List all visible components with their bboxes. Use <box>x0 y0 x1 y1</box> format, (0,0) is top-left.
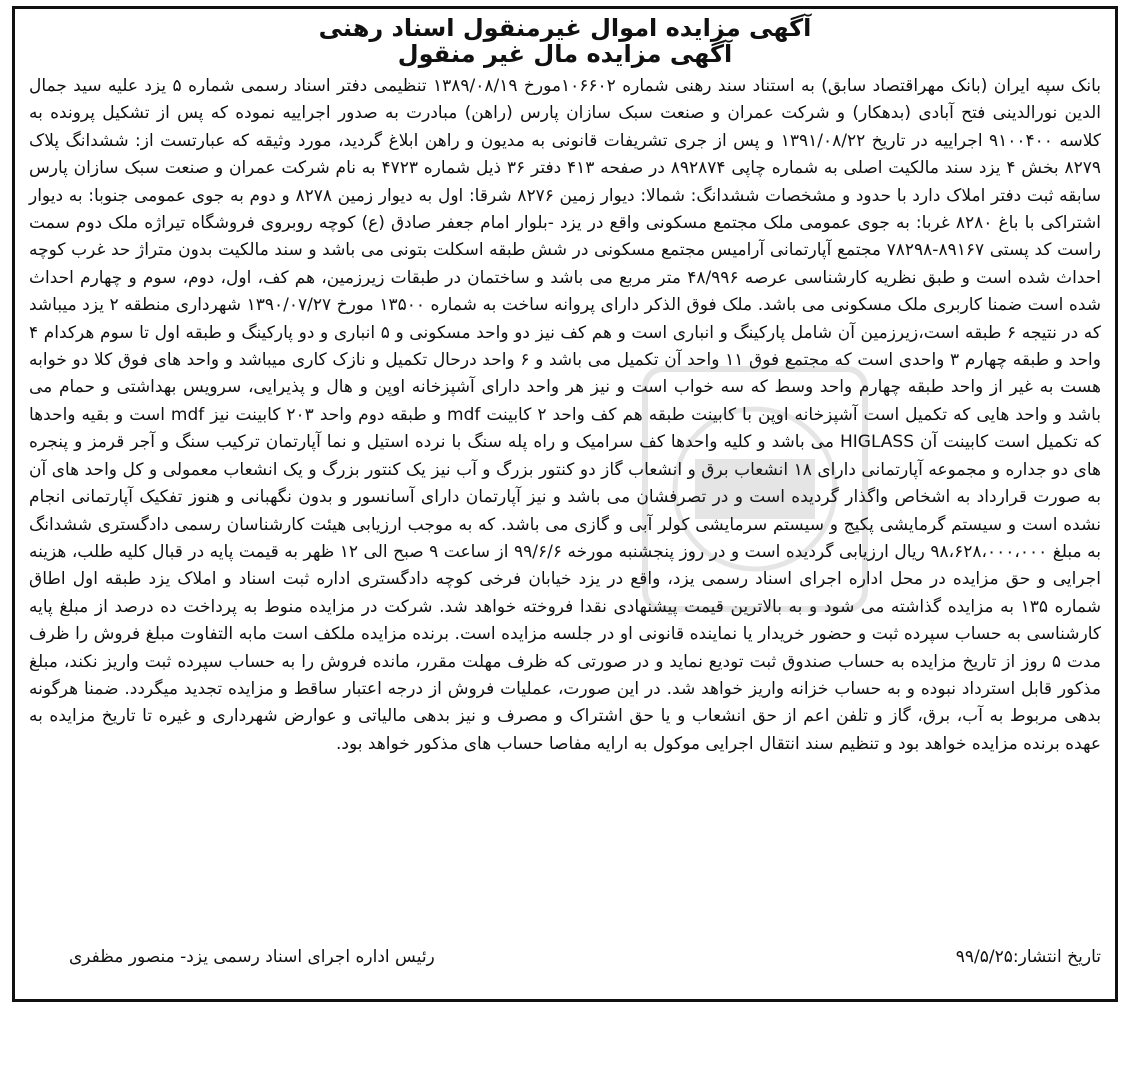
auction-notice <box>12 6 1118 1002</box>
publication-date: تاریخ انتشار:۹۹/۵/۲۵ <box>955 947 1101 967</box>
signer-line: رئیس اداره اجرای اسناد رسمی یزد- منصور مظفری <box>69 947 435 967</box>
notice-subtitle: آگهی مزایده مال غیر منقول <box>397 40 733 68</box>
notice-title: آگهی مزایده اموال غیرمنقول اسناد رهنی <box>318 14 812 42</box>
notice-footer <box>29 945 1101 993</box>
notice-body: بانک سپه ایران (بانک مهراقتصاد سابق) به استناد سند رهنی شماره ۱۰۶۶۰۲مورخ ۱۳۸۹/۰۸/۱۹ تنظیمی دفتر اسناد رسمی شماره ۵ یزد علیه سید جمال الدین نورالدینی فتح آبادی (بدهکار) و شرکت عمران و صنعت سبک سازان پارس (راهن) مبادرت به صدور اجراییه نموده که پس از تشکیل پرونده به کلاسه ۹۱۰۰۴۰۰ اجراییه در تاریخ ۱۳۹۱/۰۸/۲۲ و پس از جری تشریفات قانونی به مدیون و راهن ابلاغ گردید، مورد وثیقه که عبارتست از: ششدانگ پلاک ۸۲۷۹ بخش ۴ یزد سند مالکیت اصلی به شماره چاپی ۸۹۲۸۷۴ در صفحه ۴۱۳ دفتر ۳۶ ذیل شماره ۴۷۲۳ به نام شرکت عمران و صنعت سبک سازان پارس سابقه ثبت دفتر املاک دارد با حدود و مشخصات ششدانگ: شمالا: دیوار زمین ۸۲۷۶ شرقا: اول به دیوار زمین ۸۲۷۸ و دوم به جوی عمومی جنوبا: به دیوار اشتراکی با باغ ۸۲۸۰ غربا: به جوی عمومی ملک مجتمع مسکونی واقع در یزد -بلوار امام جعفر صادق (ع) کوچه روبروی فروشگاه تیراژه ملک دوم سمت راست کد پستی ۸۹۱۶۷-۷۸۲۹۸ مجتمع آپارتمانی آرامیس مجتمع مسکونی در شش طبقه اسکلت بتونی می باشد و سند مالکیت بدون متراژ حد غرب کوچه احداث شده است و طبق نظریه کارشناسی عرصه ۴۸/۹۹۶ متر مربع می باشد و ساختمان در طبقات زیرزمین، هم کف، اول، دوم، سوم و چهارم احداث شده است ضمنا کاربری ملک مسکونی می باشد. ملک فوق الذکر دارای پروانه ساخت به شماره ۱۳۵۰۰ مورخ ۱۳۹۰/۰۷/۲۷ شهرداری منطقه ۲ یزد میباشد که در نتیجه ۶ طبقه است،زیرزمین آن شامل پارکینگ و انباری است و هم کف نیز دو واحد مسکونی و ۵ انباری و دو پارکینگ و طبقه اول تا سوم هرکدام ۴ واحد و طبقه چهارم ۳ واحدی است که مجتمع فوق ۱۱ واحد آن تکمیل می باشد و ۶ واحد درحال تکمیل و نازک کاری میباشد و واحد های فوق کلا دو خوابه هست به غیر از واحد طبقه چهارم واحد وسط که سه خواب است و نیز هر واحد دارای آشپزخانه اوپن و هال و پذیرایی، سرویس بهداشتی و حمام می باشد و واحد هایی که تکمیل است آشپزخانه اوپن با کابینت طبقه هم کف واحد ۲ کابینت mdf و طبقه دوم واحد ۲۰۳ کابینت نیز mdf است و بقیه واحدها که تکمیل است کابینت آن HIGLASS می باشد و کلیه واحدها کف سرامیک و راه پله سنگ با نرده استیل و نما آپارتمان ترکیب سنگ و آجر قرمز و پنجره های دو جداره و مجموعه آپارتمانی دارای ۱۸ انشعاب برق و انشعاب گاز دو کنتور بزرگ و آب نیز یک کنتور بزرگ و یک انشعاب معمولی و کل واحد های آن به صورت قرارداد به اشخاص واگذار گردیده است و در تصرفشان می باشد و نیز آپارتمان دارای آسانسور و بدون نگهبانی و هنوز تفکیک آپارتمانی انجام نشده است و سیستم گرمایشی پکیج و سیستم سرمایشی کولر آبی و گازی می باشد. که به موجب ارزیابی هیئت کارشناسان رسمی دادگستری ششدانگ به مبلغ ۹۸،۶۲۸،۰۰۰،۰۰۰ ریال ارزیابی گردیده است و در روز پنجشنبه مورخه ۹۹/۶/۶ از ساعت ۹ صبح الی ۱۲ ظهر به قیمت پایه در قبال کلیه طلب، هزینه اجرایی و حق مزایده در محل اداره اجرای اسناد رسمی یزد، واقع در یزد خیابان فرخی کوچه دادگستری اداره ثبت اسناد و املاک یزد طبقه اول اطاق شماره ۱۳۵ به مزایده گذاشته می شود و به بالاترین قیمت پیشنهادی نقدا فروخته خواهد شد. شرکت در مزایده منوط به پرداخت ده درصد از مبلغ پایه کارشناسی به حساب سپرده ثبت و حضور خریدار یا نماینده قانونی او در جلسه مزایده است. برنده مزایده ملکف است مابه التفاوت مبلغ فروش را ظرف مدت ۵ روز از تاریخ مزایده به حساب صندوق ثبت تودیع نماید و در صورتی که ظرف مهلت مقرر، مانده فروش را به حساب سپرده ثبت واریز نکند، مبلغ مذکور قابل استرداد نبوده و به حساب خزانه واریز خواهد شد. در این صورت، عملیات فروش از درجه اعتبار ساقط و مزایده تجدید میگردد. ضمنا هرگونه بدهی مربوط به آب، برق، گاز و تلفن اعم از حق انشعاب و یا حق اشتراک و مصرف و نیز بدهی مالیاتی و عوارض شهرداری و غیره تا تاریخ مزایده به عهده برنده مزایده خواهد بود و تنظیم سند انتقال اجرایی موکول به ارایه مفاصا حساب های مذکور خواهد بود. <box>29 76 1102 754</box>
